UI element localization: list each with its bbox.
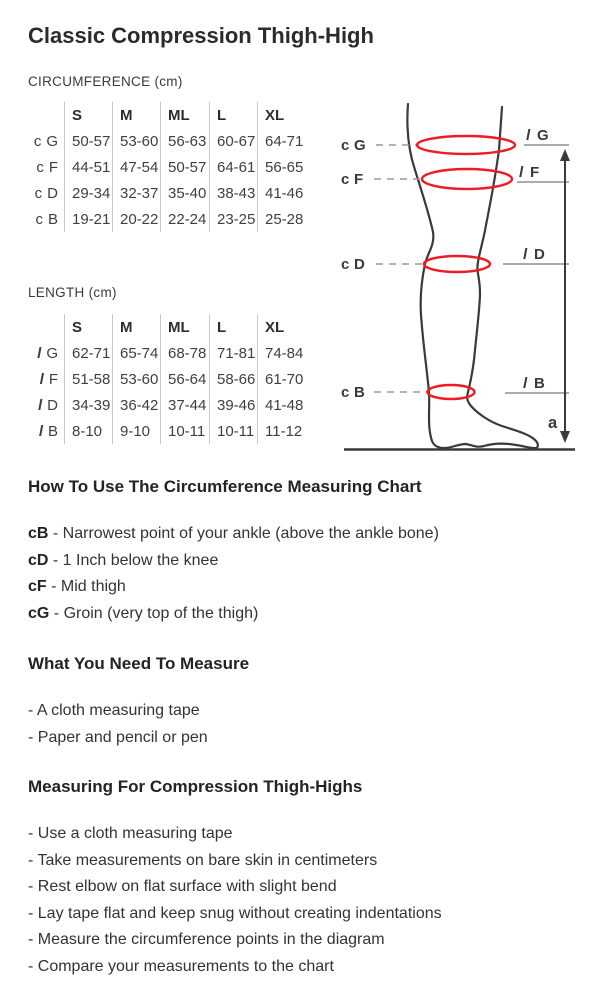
size-cell: 68-78 [160, 340, 209, 366]
table-row [30, 206, 308, 232]
column-header-s: S [64, 314, 112, 340]
howto-heading: How To Use The Circumference Measuring Chart [28, 477, 422, 496]
table-row [30, 154, 308, 180]
size-cell: 29-34 [64, 180, 112, 206]
row-label-lf: l F [39, 370, 58, 388]
arrowhead-down-icon [560, 431, 570, 443]
size-cell: 41-46 [257, 180, 308, 206]
table-row [30, 366, 308, 392]
size-cell: 64-61 [209, 154, 257, 180]
size-cell: 53-60 [112, 366, 160, 392]
list-item: - Paper and pencil or pen [28, 728, 208, 746]
size-cell: 22-24 [160, 206, 209, 232]
table-header-row [30, 314, 308, 340]
table-row [30, 392, 308, 418]
diagram-label-cf-letter: F [354, 171, 364, 188]
diagram-label-cd-letter: D [354, 256, 365, 273]
size-cell: 34-39 [64, 392, 112, 418]
column-header-xl: XL [257, 102, 308, 128]
row-label-cd: c D [34, 184, 58, 202]
size-cell: 19-21 [64, 206, 112, 232]
diagram-label-ld-letter: D [534, 246, 545, 263]
diagram-label-cb-letter: B [354, 384, 365, 401]
need-list [28, 698, 208, 751]
size-cell: 25-28 [257, 206, 308, 232]
column-header-s: S [64, 102, 112, 128]
list-item: - Take measurements on bare skin in centimeters [28, 851, 378, 869]
size-cell: 10-11 [160, 418, 209, 444]
size-cell: 47-54 [112, 154, 160, 180]
size-cell: 36-42 [112, 392, 160, 418]
size-cell: 20-22 [112, 206, 160, 232]
row-label-ld: l D [37, 396, 58, 414]
definition-item: cB - Narrowest point of your ankle (above the ankle bone) [28, 525, 439, 542]
diagram-label-cf-prefix: c [341, 171, 350, 188]
row-label-cb: c B [35, 210, 58, 228]
size-cell: 11-12 [257, 418, 308, 444]
circumference-table [30, 102, 308, 232]
size-cell: 74-84 [257, 340, 308, 366]
circumference-table-caption: CIRCUMFERENCE (cm) [28, 74, 183, 89]
diagram-label-lb-prefix: l [523, 375, 528, 392]
column-header-ml: ML [160, 314, 209, 340]
size-cell: 61-70 [257, 366, 308, 392]
column-header-m: M [112, 314, 160, 340]
size-cell: 53-60 [112, 128, 160, 154]
list-item: - A cloth measuring tape [28, 702, 200, 719]
diagram-label-lb-letter: B [534, 375, 545, 392]
size-cell: 8-10 [64, 418, 112, 444]
size-cell: 50-57 [160, 154, 209, 180]
size-cell: 37-44 [160, 392, 209, 418]
list-item: - Compare your measurements to the chart [28, 957, 334, 975]
row-label-lb: l B [38, 422, 58, 440]
size-cell: 41-48 [257, 392, 308, 418]
definition-item: cG - Groin (very top of the thigh) [28, 604, 259, 622]
column-header-ml: ML [160, 102, 209, 128]
diagram-label-lf-letter: F [530, 164, 540, 181]
column-header-m: M [112, 102, 160, 128]
diagram-label-lf-prefix: l [519, 164, 524, 181]
length-table [30, 314, 308, 444]
definitions-list [28, 521, 439, 627]
table-row [30, 340, 308, 366]
size-cell: 62-71 [64, 340, 112, 366]
size-cell: 65-74 [112, 340, 160, 366]
size-cell: 51-58 [64, 366, 112, 392]
size-cell: 39-46 [209, 392, 257, 418]
list-item: - Measure the circumference points in the diagram [28, 931, 385, 948]
size-cell: 60-67 [209, 128, 257, 154]
circumference-ellipse-f [422, 169, 512, 189]
list-item: - Lay tape flat and keep snug without creating indentations [28, 904, 442, 922]
size-cell: 58-66 [209, 366, 257, 392]
size-cell: 35-40 [160, 180, 209, 206]
diagram-label-lg-prefix: l [526, 127, 531, 144]
column-header-l: L [209, 102, 257, 128]
table-header-row [30, 102, 308, 128]
column-header-xl: XL [257, 314, 308, 340]
arrowhead-up-icon [560, 149, 570, 161]
size-cell: 50-57 [64, 128, 112, 154]
table-row [30, 128, 308, 154]
column-header-l: L [209, 314, 257, 340]
size-cell: 56-64 [160, 366, 209, 392]
definition-item: cF - Mid thigh [28, 578, 126, 595]
row-label-lg: l G [37, 344, 58, 362]
size-cell: 32-37 [112, 180, 160, 206]
size-cell: 56-63 [160, 128, 209, 154]
measuring-list [28, 821, 442, 980]
page-title: Classic Compression Thigh-High [28, 23, 374, 48]
definition-item: cD - 1 Inch below the knee [28, 551, 219, 569]
list-item: - Rest elbow on flat surface with slight bend [28, 878, 337, 895]
size-cell: 38-43 [209, 180, 257, 206]
size-cell: 71-81 [209, 340, 257, 366]
diagram-label-cg-prefix: c [341, 137, 350, 154]
leg-measurement-diagram [330, 88, 595, 460]
length-table-caption: LENGTH (cm) [28, 285, 117, 300]
corner-cell [30, 314, 64, 340]
row-label-cf: c F [36, 158, 58, 176]
table-row [30, 180, 308, 206]
size-cell: 23-25 [209, 206, 257, 232]
list-item: - Use a cloth measuring tape [28, 825, 233, 842]
diagram-label-cb-prefix: c [341, 384, 350, 401]
size-cell: 44-51 [64, 154, 112, 180]
diagram-label-lg-letter: G [537, 127, 549, 144]
diagram-label-ld-prefix: l [523, 246, 528, 263]
need-heading: What You Need To Measure [28, 654, 250, 673]
diagram-label-cg-letter: G [354, 137, 366, 154]
measuring-heading: Measuring For Compression Thigh-Highs [28, 777, 363, 796]
size-cell: 9-10 [112, 418, 160, 444]
diagram-label-cd-prefix: c [341, 256, 350, 273]
corner-cell [30, 102, 64, 128]
table-row [30, 418, 308, 444]
leg-outline [407, 104, 538, 448]
circumference-ellipse-d [424, 256, 490, 272]
size-cell: 64-71 [257, 128, 308, 154]
size-cell: 56-65 [257, 154, 308, 180]
arrow-label-a: a [548, 414, 558, 432]
size-cell: 10-11 [209, 418, 257, 444]
row-label-cg: c G [33, 132, 58, 150]
